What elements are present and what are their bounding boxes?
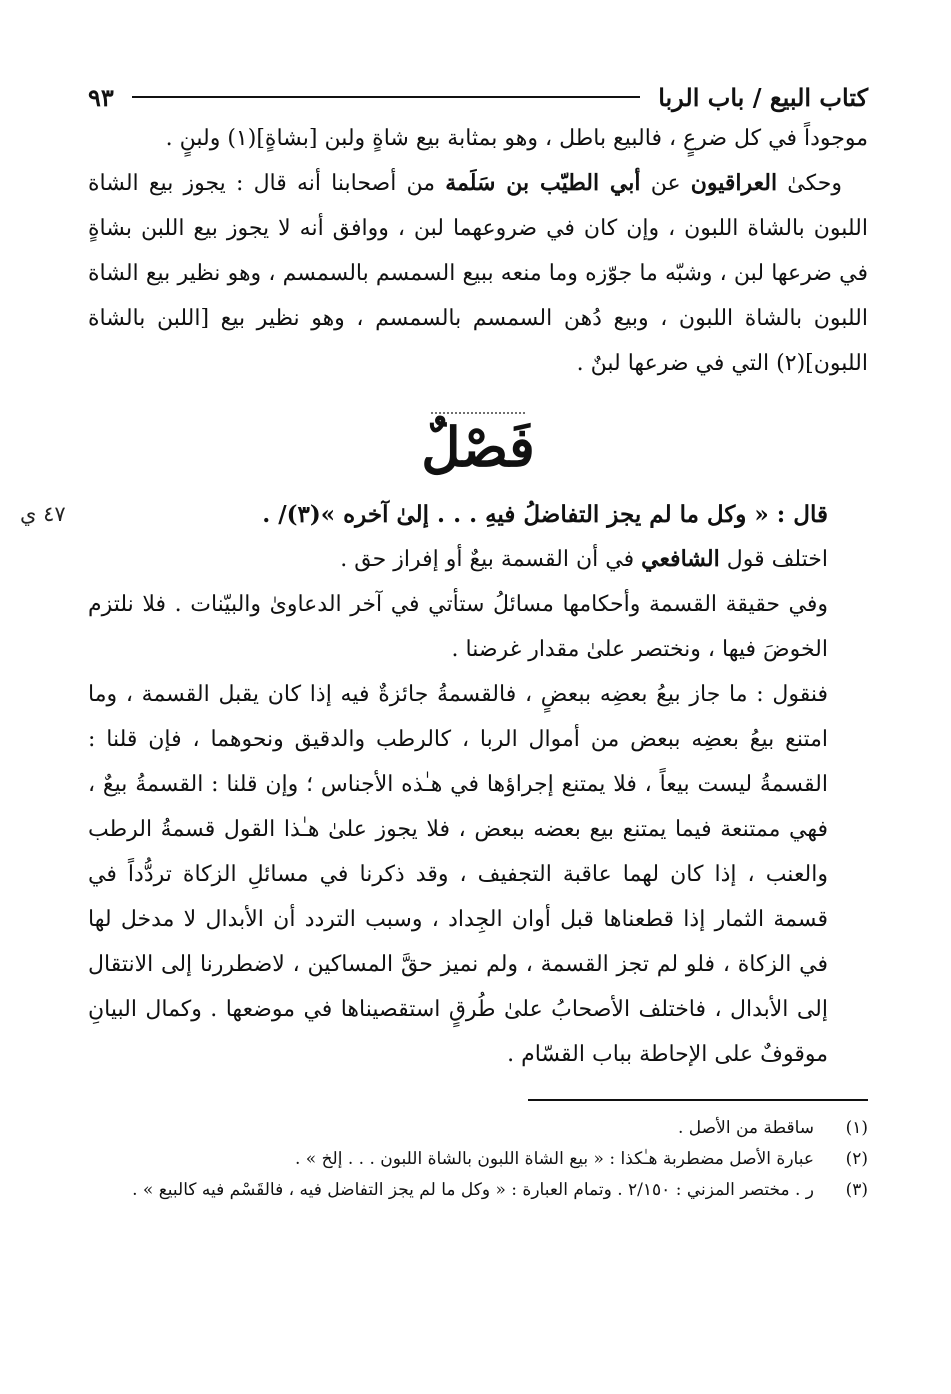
book-page bbox=[20, 78, 868, 1206]
footnote-text: عبارة الأصل مضطربة هـٰكذا : « بيع الشاة اللبون بالشاة اللبون . . . إلخ » . bbox=[294, 1149, 814, 1169]
footnote-number: (٣) bbox=[845, 1180, 868, 1200]
margin-reference: ٤٧ ي bbox=[20, 502, 66, 526]
paragraph-4: وفي حقيقة القسمة وأحكامها مسائلُ ستأتي في آخر الدعاوىٰ والبيّنات . فلا نلتزم الخوضَ فيها ، ونختصر علىٰ مقدار غرضنا . bbox=[88, 592, 828, 662]
footnote-2 bbox=[88, 1144, 868, 1175]
footnotes bbox=[88, 1113, 868, 1206]
paragraph-3-rest: في أن القسمة بيعٌ أو إفراز حق . bbox=[340, 547, 642, 572]
footnote-1 bbox=[88, 1113, 868, 1144]
footnote-number: (٢) bbox=[845, 1149, 868, 1169]
running-title: كتاب البيع / باب الربا bbox=[658, 82, 868, 112]
page-number: ٩٣ bbox=[88, 82, 114, 112]
shafii-name: الشافعي bbox=[641, 546, 720, 572]
fasl-calligraphy: فَصْلٌ bbox=[421, 415, 535, 479]
abu-tayyib-name: أبي الطيّب بن سَلَمة bbox=[445, 170, 641, 196]
section-heading bbox=[88, 402, 868, 492]
iraqis-name: العراقيون bbox=[690, 170, 778, 196]
quoted-statement bbox=[20, 492, 868, 537]
footnote-text: ساقطة من الأصل . bbox=[678, 1118, 814, 1138]
footnote-3 bbox=[88, 1175, 868, 1206]
paragraph-2-prefix: وحكىٰ bbox=[777, 171, 842, 196]
footnote-divider bbox=[528, 1099, 868, 1101]
page-header bbox=[88, 78, 868, 116]
paragraph-5: فنقول : ما جاز بيعُ بعضِه ببعضٍ ، فالقسمةُ جائزةٌ فيه إذا كان يقبل القسمة ، وما امتنع بيعُ بعضِه ببعض من أموال الربا ، كالرطب والدقيق ونحوهما ، فإن قلنا : القسمةُ ليست بيعاً ، فلا يمتنع إجراؤها في هـٰذه الأجناس ؛ وإن قلنا : القسمةُ بيعٌ ، فهي ممتنعة فيما يمتنع بيع بعضه ببعض ، فلا يجوز علىٰ هـٰذا القول قسمةُ الرطب والعنب ، إذا كان لهما عاقبة التجفيف ، وقد ذكرنا في مسائلِ الزكاة تردُّداً في قسمة الثمار إذا قطعناها قبل أوان الجِداد ، وسبب التردد أن الأبدال لا مدخل لها في الزكاة ، فلو لم تجز القسمة ، ولم نميز حقَّ المساكين ، لاضطررنا إلى الانتقال إلى الأبدال ، فاختلف الأصحابُ علىٰ طُرقٍ استقصيناها في موضعها . وكمال البيانِ موقوفٌ على الإحاطة بباب القسّام . bbox=[88, 682, 828, 1067]
paragraph-3 bbox=[88, 537, 868, 582]
paragraph-2-mid: عن bbox=[640, 171, 691, 196]
paragraph-2 bbox=[88, 161, 868, 386]
header-rule bbox=[132, 96, 640, 98]
paragraph-1: موجوداً في كل ضرعٍ ، فالبيع باطل ، وهو بمثابة بيع شاةٍ ولبن [بشاةٍ](١) ولبنٍ . bbox=[165, 126, 868, 151]
footnote-number: (١) bbox=[845, 1118, 868, 1138]
paragraph-3-prefix: اختلف قول bbox=[719, 547, 828, 572]
footnote-text: ر . مختصر المزني : ٢/١٥٠ . وتمام العبارة : « وكل ما لم يجز التفاضل فيه ، فالقَسْم فيه كالبيع » . bbox=[132, 1180, 814, 1200]
paragraph-2-rest: من أصحابنا أنه قال : يجوز بيع الشاة اللبون بالشاة اللبون ، وإن كان في ضروعهما لبن ، ووافق أنه لا يجوز بيع اللبن بشاةٍ في ضرعها لبن ، وشبّه ما جوّزه وما منعه ببيع السمسم بالسمسم ، وهو نظير بيع الشاة اللبون بالشاة اللبون ، وبيع دُهن السمسم بالسمسم ، وهو نظير بيع [اللبن بالشاة اللبون](٢) التي في ضرعها لبنٌ . bbox=[88, 171, 868, 376]
quoted-statement-text: قال : « وكل ما لم يجز التفاضلُ فيهِ . . . إلىٰ آخره »(٣)/ . bbox=[262, 501, 828, 528]
